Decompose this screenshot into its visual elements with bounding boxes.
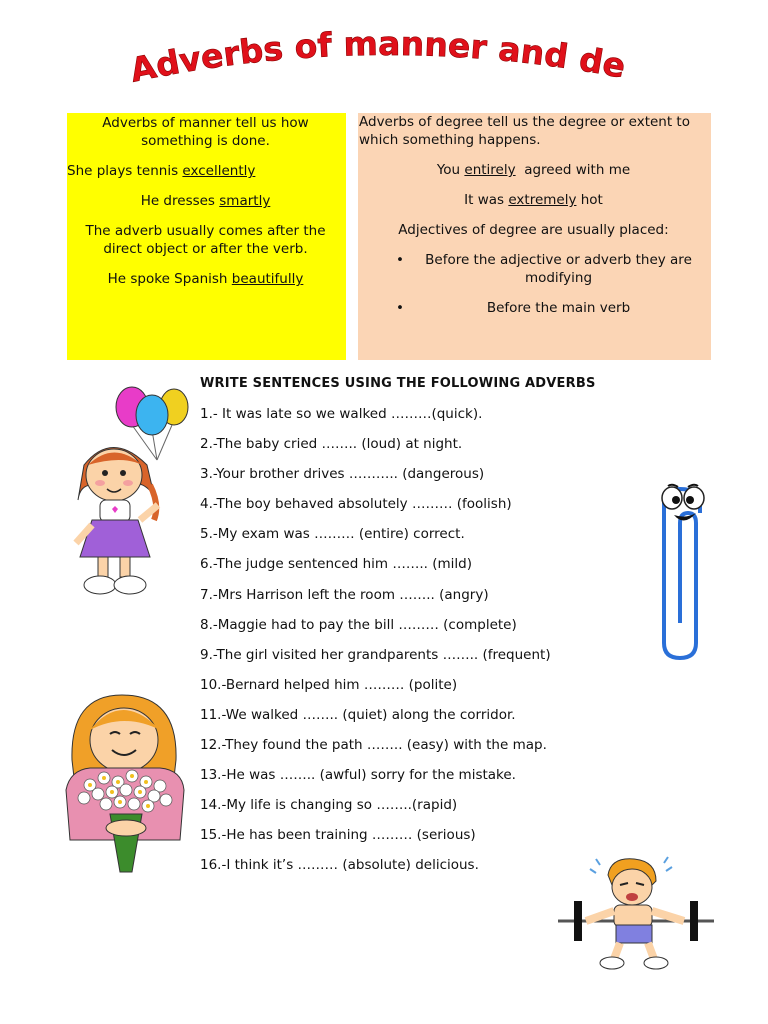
exercise-item: 3.-Your brother drives ……….. (dangerous): [200, 466, 485, 483]
exercise-item: 11.-We walked …….. (quiet) along the corridor.: [200, 706, 516, 723]
manner-example-1: She plays tennis excellently: [67, 163, 256, 179]
degree-placement-intro: Adjectives of degree are usually placed:: [398, 222, 669, 238]
adverb-smartly: smartly: [219, 193, 271, 209]
exercise-item: 9.-The girl visited her grandparents …….. (frequent): [200, 646, 551, 663]
list-item: • Before the main verb: [359, 299, 708, 317]
exercise-list: [200, 405, 551, 887]
page-title: [116, 0, 629, 90]
exercise-item: 14.-My life is changing so ……..(rapid): [200, 797, 458, 814]
exercise-item: 7.-Mrs Harrison left the room …….. (angry): [200, 586, 489, 603]
exercise-item: 4.-The boy behaved absolutely ……… (foolish): [200, 496, 512, 513]
exercise-item: 16.-I think it’s ……… (absolute) delicious.: [200, 857, 479, 874]
exercise-item: 10.-Bernard helped him ……… (polite): [200, 676, 458, 693]
degree-placement-list: [359, 251, 708, 317]
paperclip-character-clipart: [652, 483, 712, 663]
degree-definition: Adverbs of degree tell us the degree or extent to which something happens.: [359, 114, 690, 148]
degree-example-2: It was extremely hot: [464, 192, 603, 208]
exercise-item: 8.-Maggie had to pay the bill ……… (complete): [200, 616, 517, 633]
exercise-item: 5.-My exam was ……… (entire) correct.: [200, 526, 465, 543]
manner-rule: The adverb usually comes after the direct object or after the verb.: [85, 223, 326, 257]
exercise-item: 2.-The baby cried …….. (loud) at night.: [200, 436, 463, 453]
manner-definition: Adverbs of manner tell us how something is done.: [102, 115, 309, 149]
manner-example-2: He dresses smartly: [140, 193, 271, 209]
exercise-item: 6.-The judge sentenced him …….. (mild): [200, 556, 472, 573]
list-item: • Before the adjective or adverb they are modifying: [359, 251, 708, 287]
girl-with-balloons-clipart: [62, 385, 192, 605]
exercise-item: 13.-He was …….. (awful) sorry for the mistake.: [200, 767, 516, 784]
exercise-item: 1.- It was late so we walked ………(quick).: [200, 406, 483, 422]
manner-box: [67, 113, 346, 360]
degree-example-1: You entirely agreed with me: [436, 162, 631, 178]
adverb-beautifully: beautifully: [231, 271, 304, 287]
title-wordart: [116, 0, 629, 90]
exercise-item: 15.-He has been training ……… (serious): [200, 827, 476, 844]
adverb-excellently: excellently: [182, 163, 256, 179]
title-text: Adverbs of manner and degree: [116, 0, 629, 90]
adverb-entirely: entirely: [464, 162, 516, 178]
manner-example-3: He spoke Spanish beautifully: [107, 271, 304, 287]
adverb-extremely: extremely: [508, 192, 577, 208]
girl-with-flowers-clipart: [60, 690, 190, 880]
exercise-item: 12.-They found the path …….. (easy) with the map.: [200, 737, 547, 754]
degree-box: [358, 113, 711, 360]
exercise-heading: WRITE SENTENCES USING THE FOLLOWING ADVERBS: [200, 376, 596, 391]
weightlifter-boy-clipart: [556, 855, 716, 975]
